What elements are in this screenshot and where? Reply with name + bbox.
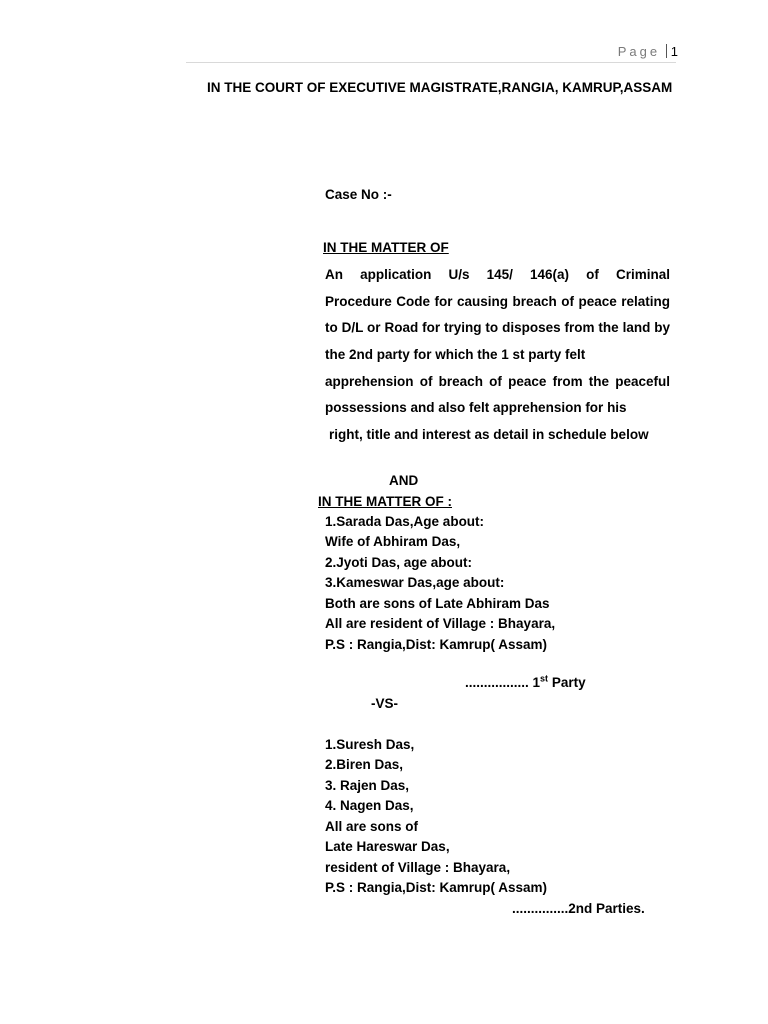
matter-heading-2: IN THE MATTER OF : xyxy=(318,494,452,509)
application-line-5: apprehension of breach of peace from the peaceful xyxy=(325,374,670,389)
page-separator xyxy=(666,44,667,58)
second-party-line-3: 3. Rajen Das, xyxy=(325,778,410,793)
versus-label: -VS- xyxy=(371,696,398,711)
second-party-line-2: 2.Biren Das, xyxy=(325,757,404,772)
first-party-dots: ................. xyxy=(465,675,529,690)
matter-heading-1: IN THE MATTER OF xyxy=(323,240,449,255)
first-party-line-6: All are resident of Village : Bhayara, xyxy=(325,616,556,631)
first-party-line-1: 1.Sarada Das,Age about: xyxy=(325,514,485,529)
second-party-line-4: 4. Nagen Das, xyxy=(325,798,414,813)
application-line-3: to D/L or Road for trying to disposes from the land by xyxy=(325,320,670,335)
second-party-label: ...............2nd Parties. xyxy=(512,901,645,916)
second-party-line-7: resident of Village : Bhayara, xyxy=(325,860,511,875)
first-party-line-5: Both are sons of Late Abhiram Das xyxy=(325,596,550,611)
second-party-line-8: P.S : Rangia,Dist: Kamrup( Assam) xyxy=(325,880,548,895)
case-number: Case No :- xyxy=(325,187,392,202)
second-party-line-6: Late Hareswar Das, xyxy=(325,839,450,854)
page-number: 1 xyxy=(670,44,678,59)
application-line-7: right, title and interest as detail in schedule below xyxy=(329,427,649,442)
first-party-line-7: P.S : Rangia,Dist: Kamrup( Assam) xyxy=(325,637,548,652)
first-party-line-2: Wife of Abhiram Das, xyxy=(325,534,461,549)
first-party-line-3: 2.Jyoti Das, age about: xyxy=(325,555,473,570)
application-line-1: An application U/s 145/ 146(a) of Criminal xyxy=(325,267,670,282)
application-line-2: Procedure Code for causing breach of peace relating xyxy=(325,294,670,309)
page-number-header xyxy=(618,44,678,59)
first-party-label xyxy=(465,674,586,691)
second-party-line-5: All are sons of xyxy=(325,819,419,834)
page-word: Page xyxy=(617,44,661,59)
and-label: AND xyxy=(389,473,419,488)
application-line-4: the 2nd party for which the 1 st party felt xyxy=(325,347,586,362)
header-rule xyxy=(186,62,676,63)
first-party-number: 1 xyxy=(532,675,541,690)
first-party-line-4: 3.Kameswar Das,age about: xyxy=(325,575,505,590)
second-party-line-1: 1.Suresh Das, xyxy=(325,737,415,752)
application-line-6: possessions and also felt apprehension for his xyxy=(325,400,627,415)
court-title: IN THE COURT OF EXECUTIVE MAGISTRATE,RANGIA, KAMRUP,ASSAM xyxy=(207,80,673,95)
first-party-ordinal: st xyxy=(540,673,549,684)
first-party-word: Party xyxy=(551,675,586,690)
